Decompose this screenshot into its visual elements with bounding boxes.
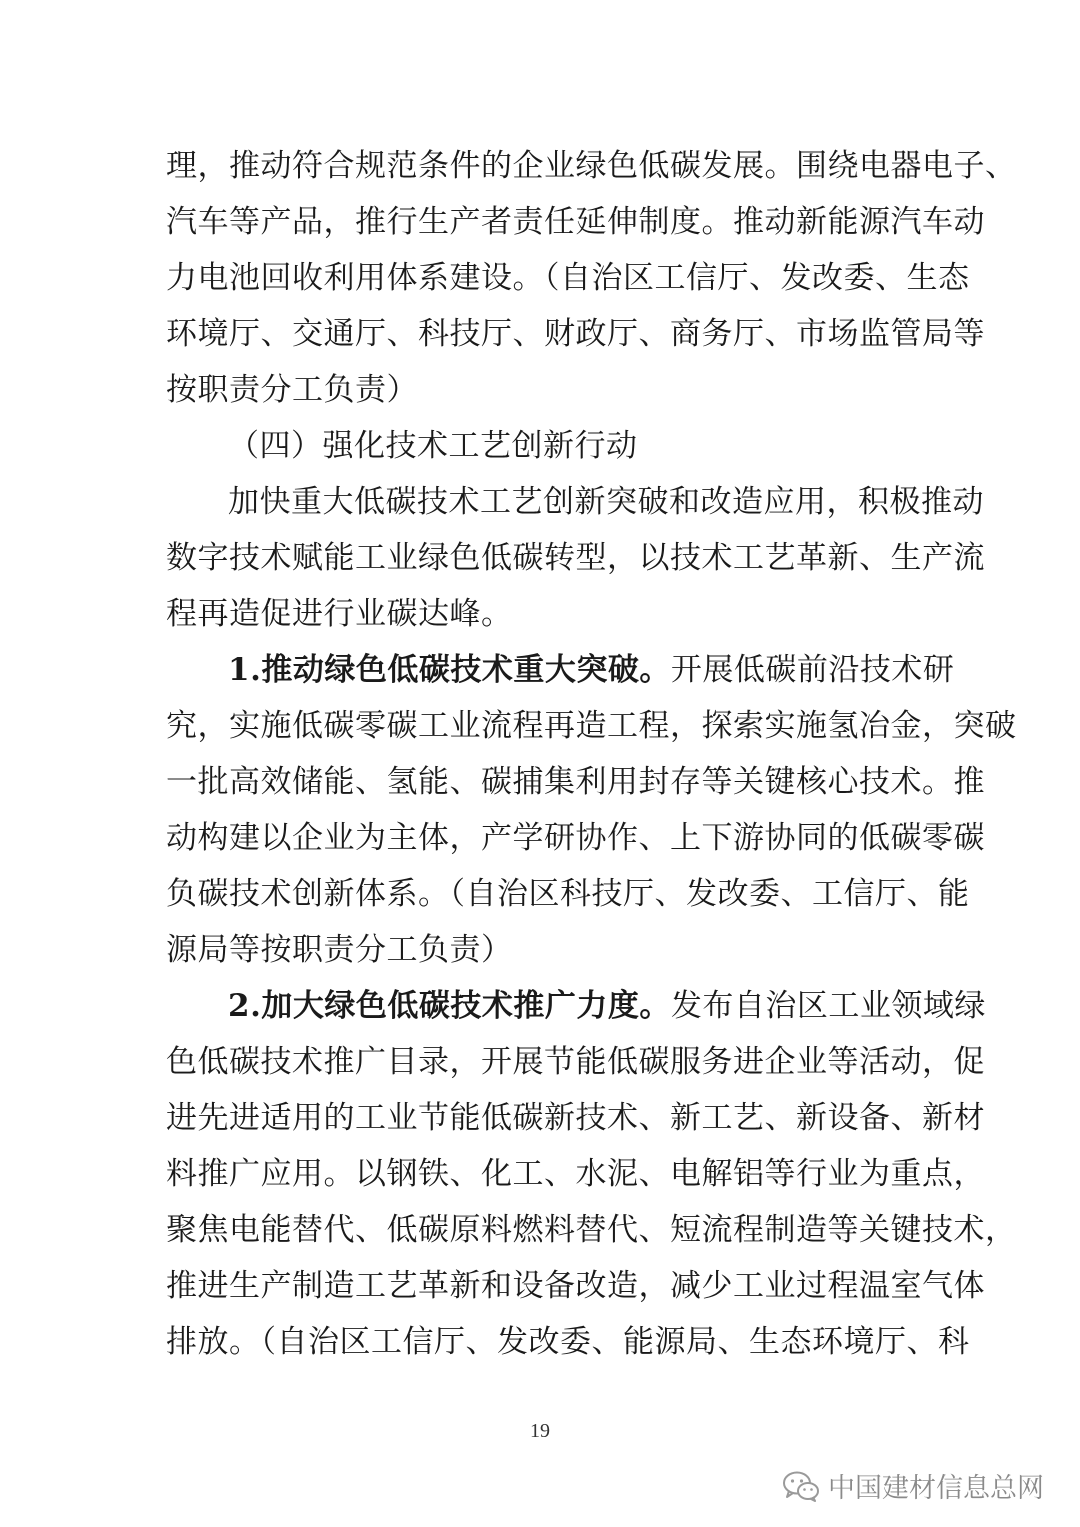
page-number: 19 bbox=[530, 1420, 550, 1442]
item1-line: 一批高效储能、氢能、碳捕集利用封存等关键核心技术。推 bbox=[166, 764, 985, 800]
body-line: 力电池回收利用体系建设。（自治区工信厅、发改委、生态 bbox=[166, 260, 970, 296]
item2-first-line bbox=[166, 978, 986, 1034]
item1-line: 负碳技术创新体系。（自治区科技厅、发改委、工信厅、能 bbox=[166, 876, 970, 912]
section-intro-line: 程再造促进行业碳达峰。 bbox=[166, 596, 513, 632]
watermark-text: 中国建材信息总网 bbox=[828, 1473, 1044, 1504]
item1-title: 1.推动绿色低碳技术重大突破。 bbox=[228, 652, 671, 688]
section-intro-line: 加快重大低碳技术工艺创新突破和改造应用，积极推动 bbox=[228, 484, 984, 520]
wechat-icon bbox=[782, 1470, 820, 1502]
section-heading: （四）强化技术工艺创新行动 bbox=[228, 428, 638, 464]
item2-line: 料推广应用。以钢铁、化工、水泥、电解铝等行业为重点， bbox=[166, 1156, 985, 1192]
item2-line: 排放。（自治区工信厅、发改委、能源局、生态环境厅、科 bbox=[166, 1324, 970, 1360]
body-line: 按职责分工负责） bbox=[166, 372, 418, 408]
item2-line: 色低碳技术推广目录，开展节能低碳服务进企业等活动，促 bbox=[166, 1044, 985, 1080]
watermark bbox=[782, 1466, 1044, 1505]
section-intro-line: 数字技术赋能工业绿色低碳转型，以技术工艺革新、生产流 bbox=[166, 540, 985, 576]
body-line: 环境厅、交通厅、科技厅、财政厅、商务厅、市场监管局等 bbox=[166, 316, 985, 352]
page-body bbox=[166, 138, 1017, 1370]
item2-line: 进先进适用的工业节能低碳新技术、新工艺、新设备、新材 bbox=[166, 1100, 985, 1136]
item2-line: 推进生产制造工艺革新和设备改造，减少工业过程温室气体 bbox=[166, 1268, 985, 1304]
item2-title: 2.加大绿色低碳技术推广力度。 bbox=[228, 988, 671, 1024]
item1-line: 源局等按职责分工负责） bbox=[166, 932, 513, 968]
item1-line: 动构建以企业为主体，产学研协作、上下游协同的低碳零碳 bbox=[166, 820, 985, 856]
item2-line: 聚焦电能替代、低碳原料燃料替代、短流程制造等关键技术， bbox=[166, 1212, 1017, 1248]
item1-first-line-rest: 开展低碳前沿技术研 bbox=[670, 652, 955, 688]
item1-first-line bbox=[166, 642, 955, 698]
item1-line: 究，实施低碳零碳工业流程再造工程，探索实施氢冶金，突破 bbox=[166, 708, 1017, 744]
body-line: 理，推动符合规范条件的企业绿色低碳发展。围绕电器电子、 bbox=[166, 148, 1017, 184]
item2-first-line-rest: 发布自治区工业领域绿 bbox=[670, 988, 986, 1024]
body-line: 汽车等产品，推行生产者责任延伸制度。推动新能源汽车动 bbox=[166, 204, 985, 240]
